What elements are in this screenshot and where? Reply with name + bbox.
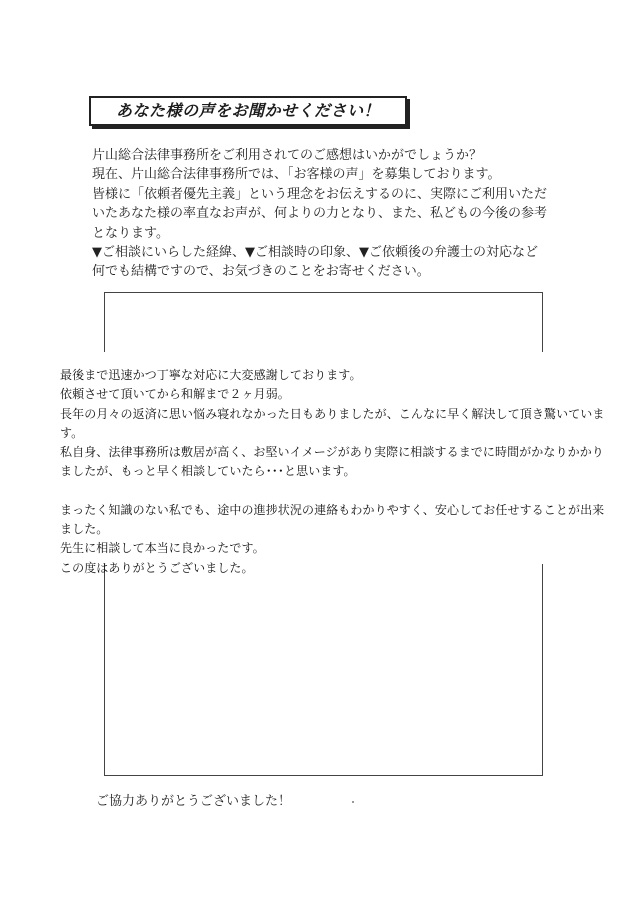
comment-line: ました。	[60, 522, 109, 537]
intro-text	[92, 146, 562, 282]
customer-comment	[60, 366, 610, 578]
comment-line: この度はありがとうございました。	[60, 560, 254, 575]
comment-line: ましたが、もっと早く相談していたら･･･と思います。	[60, 464, 356, 479]
intro-line: となります。	[92, 225, 169, 241]
comment-line: まったく知識のない私でも、途中の進捗状況の連絡もわかりやすく、安心してお任せすることが出来	[60, 502, 605, 517]
intro-line: 何でも結構ですので、お気づきのことをお寄せください。	[92, 264, 430, 280]
comment-line: 依頼させて頂いてから和解まで２ヶ月弱。	[60, 387, 290, 402]
heading-box	[89, 96, 407, 126]
closing-text: ご協力ありがとうございました！	[96, 794, 292, 809]
comment-line: 私自身、法律事務所は敷居が高く、お堅いイメージがあり実際に相談するまでに時間がかなりかかり	[60, 445, 604, 460]
intro-line: 片山総合法律事務所をご利用されてのご感想はいかがでしょうか？	[92, 148, 483, 163]
page-title: あなた様の声をお聞かせください！	[115, 101, 380, 120]
intro-line: 皆様に「依頼者優先主義」という理念をお伝えするのに、実際にご利用いただ	[92, 186, 548, 202]
scan-speck	[352, 801, 354, 803]
comment-line: 長年の月々の返済に思い悩み寝れなかった日もありましたが、こんなに早く解決して頂き驚いていま	[60, 406, 605, 421]
comment-line: 最後まで迅速かつ丁寧な対応に大変感謝しております。	[60, 368, 362, 382]
intro-line: いたあなた様の率直なお声が、何よりの力となり、また、私どもの今後の参考	[92, 206, 548, 222]
comment-line: す。	[60, 425, 84, 440]
paragraph-gap	[60, 482, 610, 501]
comment-line: 先生に相談して本当に良かったです。	[60, 541, 265, 556]
intro-line: 現在、片山総合法律事務所では、「お客様の声」を募集しております。	[92, 167, 501, 183]
intro-line: ▼ご相談にいらした経緯、▼ご相談時の印象、▼ご依頼後の弁護士の対応など	[92, 245, 538, 261]
